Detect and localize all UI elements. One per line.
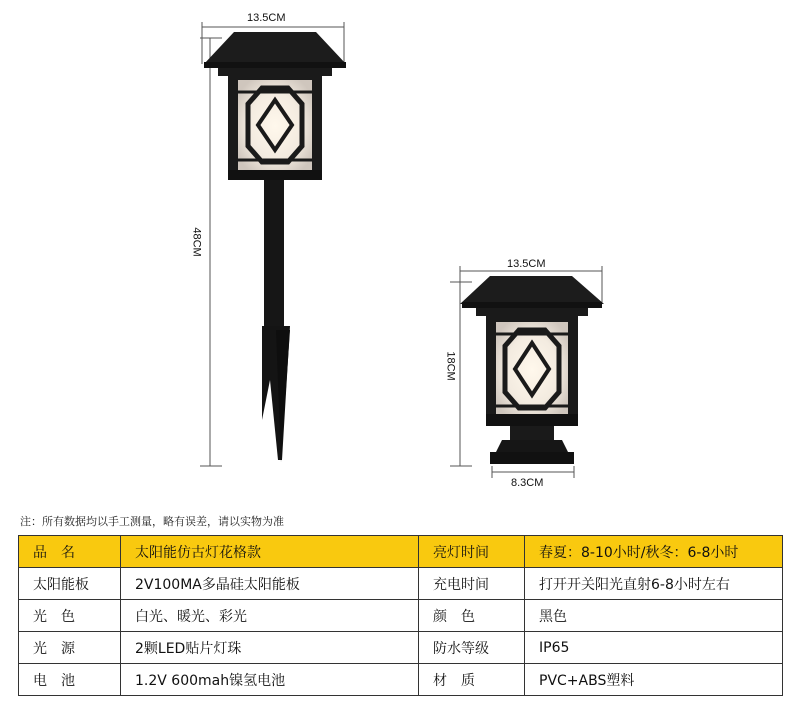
measurement-note: 注：所有数据均以手工测量，略有误差，请以实物为准	[20, 515, 284, 528]
spec-value: 2颗LED贴片灯珠	[121, 632, 419, 664]
spec-value: 太阳能仿古灯花格款	[121, 536, 419, 568]
spec-key: 品 名	[19, 536, 121, 568]
spec-key: 太阳能板	[19, 568, 121, 600]
spec-row	[19, 568, 783, 600]
spec-key: 材 质	[419, 664, 525, 696]
spec-key: 光 源	[19, 632, 121, 664]
spec-value: 春夏：8-10小时/秋冬：6-8小时	[525, 536, 783, 568]
spec-key: 充电时间	[419, 568, 525, 600]
tall-height-label: 48CM	[190, 227, 203, 257]
spec-key: 防水等级	[419, 632, 525, 664]
spec-value: 1.2V 600mah镍氢电池	[121, 664, 419, 696]
spec-value: 白光、暖光、彩光	[121, 600, 419, 632]
spec-row	[19, 632, 783, 664]
spec-key: 亮灯时间	[419, 536, 525, 568]
spec-value: 打开开关阳光直射6-8小时左右	[525, 568, 783, 600]
spec-table	[18, 535, 783, 696]
tall-width-label: 13.5CM	[247, 12, 286, 24]
spec-row	[19, 664, 783, 696]
short-height-label: 18CM	[444, 351, 457, 381]
spec-value: 黑色	[525, 600, 783, 632]
spec-value: IP65	[525, 632, 783, 664]
short-base-label: 8.3CM	[511, 477, 544, 489]
spec-key: 光 色	[19, 600, 121, 632]
spec-key: 颜 色	[419, 600, 525, 632]
short-width-label: 13.5CM	[507, 258, 546, 270]
spec-key: 电 池	[19, 664, 121, 696]
spec-value: 2V100MA多晶硅太阳能板	[121, 568, 419, 600]
post-lamp	[450, 266, 604, 478]
spec-row	[19, 600, 783, 632]
stake-lamp	[200, 22, 346, 466]
spec-row-header	[19, 536, 783, 568]
spec-value: PVC+ABS塑料	[525, 664, 783, 696]
tall-height-line	[200, 38, 222, 466]
